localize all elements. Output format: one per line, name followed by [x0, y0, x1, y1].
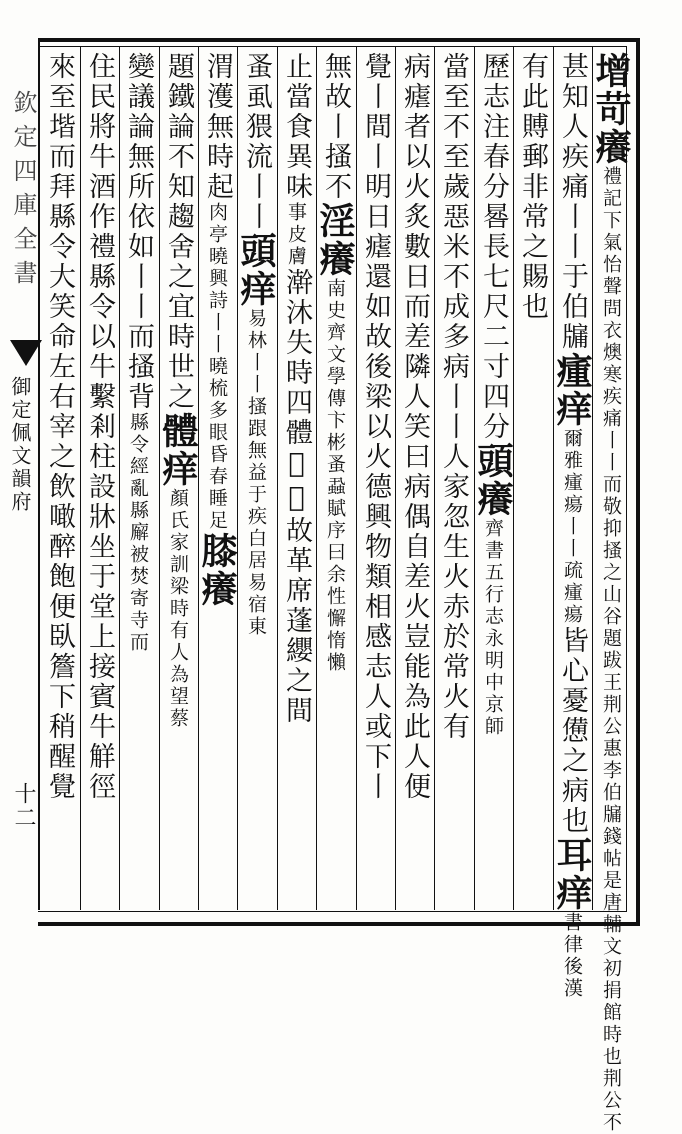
entry-headword: 瘇痒	[551, 352, 593, 428]
entry-headword: 頭癢	[472, 442, 514, 518]
page-margin-strip	[4, 40, 40, 910]
folio-number: 十二	[11, 782, 36, 830]
book-title: 御定佩文韻府	[8, 376, 32, 514]
entry-headword: 膝癢	[196, 532, 238, 608]
entry-headword: 增苛癢	[590, 52, 632, 166]
text-column	[515, 52, 553, 902]
entry-annotation: 爾雅瘇瘍丨丨疏瘇瘍	[561, 428, 583, 626]
text-column	[551, 52, 593, 1000]
entry-text: 病瘧者以火炙數日而差隣人笑曰病偶自差火豈能為此人便	[399, 52, 430, 802]
entry-text: 來至堦而拜縣令大笑命左右宰之飲噉醉飽便臥簷下稍醒覺	[44, 52, 75, 802]
entry-annotation: 肉	[206, 202, 228, 224]
entry-annotation: 齊書五行志永明中京師	[482, 518, 504, 738]
text-column	[314, 52, 356, 902]
entry-text: 覺丨間丨明日瘧還如故後梁以火德興物類相感志人或下丨	[360, 52, 391, 802]
entry-text: 有此賻郵非常之賜也	[517, 52, 548, 322]
entry-text: 住民將牛酒作禮縣令以牛繫剎柱設牀坐于堂上接賓牛觧徑	[84, 52, 115, 802]
text-column	[358, 52, 396, 902]
text-column	[82, 52, 120, 902]
entry-headword: 頭痒	[235, 232, 277, 308]
text-column	[436, 52, 474, 902]
text-column	[397, 52, 435, 902]
entry-annotation: 顏氏家訓梁時有人為望蔡	[167, 488, 189, 730]
text-column	[121, 52, 159, 902]
entry-text: 止當食異味	[281, 52, 312, 202]
entry-text: 皆心憂憊之病也	[557, 626, 588, 836]
entry-text: 變議論無所依如丨丨而搔背	[123, 52, 154, 412]
text-column	[196, 52, 238, 902]
entry-annotation: 南史齊文學傳卞彬蚤蝨賦序曰余性懈惰懶	[324, 278, 346, 674]
cut-book-title: 欽定四庫全書	[9, 90, 37, 294]
entry-annotation: 禮記下氣怡聲問衣燠寒疾痛丨丨而敬抑搔之山谷題跋王荆公惠李伯牖錢帖是唐輔文初捐館時也荆公不	[600, 166, 622, 1134]
text-column	[279, 52, 317, 902]
entry-annotation: 亭曉興詩丨丨曉梳多眼昏春睡足	[206, 224, 228, 532]
entry-annotation: 事皮膚	[285, 202, 307, 268]
text-column	[42, 52, 80, 902]
text-column	[157, 52, 199, 902]
entry-text: 蚤虱猥流丨丨	[241, 52, 272, 232]
text-column	[590, 52, 632, 1134]
entry-annotation: 縣令經亂縣廨被焚寄寺而	[127, 412, 149, 654]
entry-text: 澣沐失時四體𫋟𫋟故革席蓬纓之間	[281, 268, 312, 726]
entry-text: 歷志注春分晷長七尺二寸四分	[478, 52, 509, 442]
entry-text: 甚知人疾痛丨丨于伯牖	[557, 52, 588, 352]
text-column	[472, 52, 514, 902]
entry-headword: 體痒	[157, 412, 199, 488]
entry-text: 渭濩無時起	[202, 52, 233, 202]
entry-annotation: 書律後漢	[561, 912, 583, 1000]
text-column	[235, 52, 277, 902]
entry-annotation: 易林丨丨搔跟無益于疾白居易宿東	[245, 308, 267, 638]
entry-headword: 淫癢	[314, 202, 356, 278]
entry-text: 無故丨搔不	[320, 52, 351, 202]
entry-headword: 耳痒	[551, 836, 593, 912]
entry-text: 當至不至歲惡米不成多病丨丨人家忽生火赤於常火有	[438, 52, 469, 742]
entry-text: 題鐵論不知趨舍之宜時世之	[163, 52, 194, 412]
